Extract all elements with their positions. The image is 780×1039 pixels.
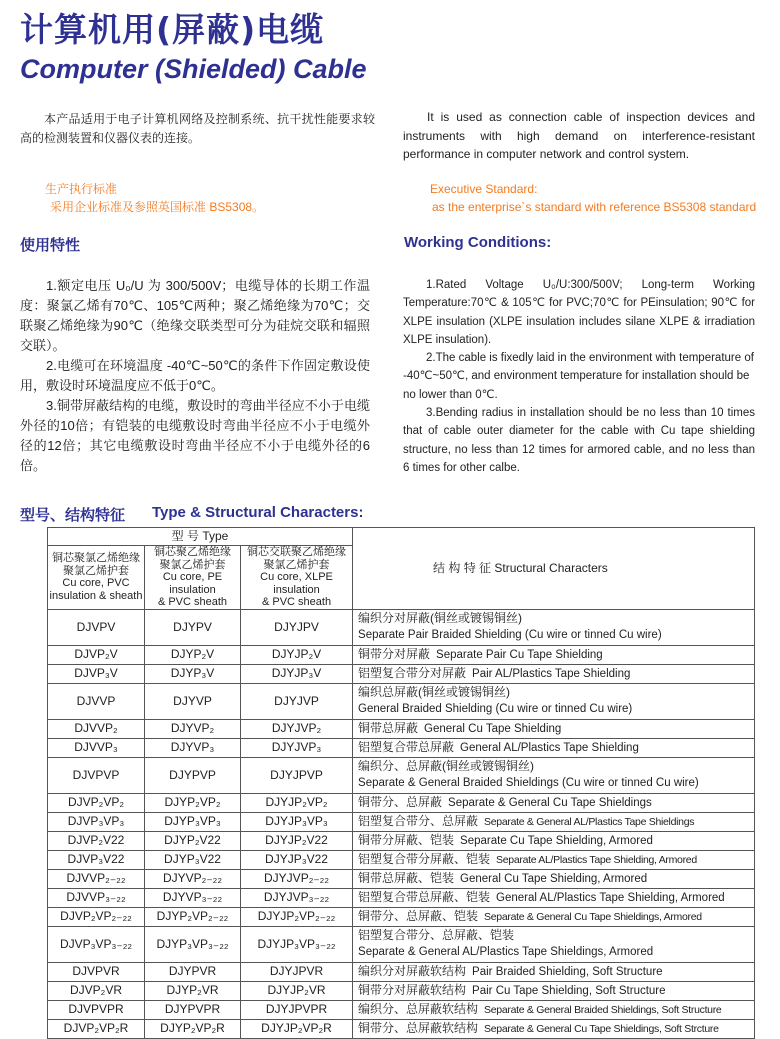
structure-cell [353,962,755,981]
model-cell: DJYVP₂ [145,719,241,738]
table-row [48,926,755,962]
model-cell: DJVVP₃ [48,738,145,757]
structure-en: Pair Cu Tape Shielding, Soft Structure [472,984,666,997]
col-header-line: 聚氯乙烯护套 [263,558,330,571]
structure-cn: 铜带分、总屏蔽 [358,794,443,809]
model-cell: DJYP₂VR [145,981,241,1000]
types-heading-en: Type & Structural Characters: [152,504,364,521]
model-cell: DJYPVP [145,757,241,793]
table-row [48,981,755,1000]
model-cell: DJYJP₃V22 [241,850,353,869]
standard-en-text: as the enterprise`s standard with reference BS5308 standard [432,200,757,214]
structure-cn: 铝塑复合带分屏蔽、铠装 [358,851,491,866]
structure-en: General Braided Shielding (Cu wire or tinned Cu wire) [358,703,633,715]
structure-cn: 编织分对屏蔽软结构 [358,963,467,978]
structure-cell [353,645,755,664]
structure-cell [353,907,755,926]
structure-cell [353,888,755,907]
model-cell: DJVVP₂ [48,719,145,738]
model-cell: DJYJPVPR [241,1000,353,1019]
model-cell: DJYP₃V [145,664,241,683]
model-cell: DJYJP₂V [241,645,353,664]
model-cell: DJYJP₃VP₃₋₂₂ [241,926,353,962]
structure-cn: 铜带总屏蔽 [358,720,419,735]
col-header-line: 铜芯聚乙烯绝缘 [154,546,231,558]
col-header-line: 铜芯聚氯乙烯绝缘 [52,552,140,565]
model-cell: DJVVP [48,683,145,719]
model-cell: DJYPVPR [145,1000,241,1019]
table-row [48,850,755,869]
table-row [48,793,755,812]
condition-en-2: 2.The cable is fixedly laid in the environment with temperature of -40℃~50℃, and environment temperature for installation should be no lower than 0℃. [403,352,754,401]
structure-cn: 铜带分屏蔽、铠装 [358,832,455,847]
model-cell: DJVP₂VP₂ [48,793,145,812]
col-header-line: 聚氯乙烯护套 [159,558,226,571]
col1-header [48,546,145,610]
structure-en: Separate Pair Cu Tape Shielding [436,648,603,661]
structure-cell [353,793,755,812]
model-cell: DJVPVPR [48,1000,145,1019]
model-cell: DJYP₂V22 [145,831,241,850]
structure-cell [353,812,755,831]
structure-cn: 铜带分对屏蔽 [358,646,431,661]
structure-en: Separate Cu Tape Shielding, Armored [460,834,653,847]
table-row [48,869,755,888]
model-cell: DJVP₃VP₃ [48,812,145,831]
model-cell: DJYJP₃V [241,664,353,683]
structure-cn: 铜带分、总屏蔽软结构 [358,1020,479,1035]
table-row [48,664,755,683]
structure-cell [353,1019,755,1038]
structure-cell [353,664,755,683]
structure-cn: 铜带总屏蔽、铠装 [358,870,455,885]
conditions-cn [20,276,370,476]
model-cell: DJYJPVR [241,962,353,981]
structure-en: Separate & General Cu Tape Shieldings [448,796,652,809]
structure-cell [353,757,755,793]
structure-cn: 编织分对屏蔽(铜丝或镀锡铜丝) [358,611,523,625]
structure-cell [353,850,755,869]
model-cell: DJVP₃V22 [48,850,145,869]
conditions-heading-en: Working Conditions: [404,234,552,251]
model-cell: DJYJPV [241,609,353,645]
table-row [48,1019,755,1038]
col-header-line: & PVC sheath [157,596,228,608]
model-cell: DJYP₃VP₃₋₂₂ [145,926,241,962]
page-title-cn: 计算机用(屏蔽)电缆 [20,10,325,49]
structure-en: Separate & General Braided Shieldings (Cu wire or tinned Cu wire) [358,777,699,789]
model-cell: DJYVP₃ [145,738,241,757]
model-cell: DJYVP₃₋₂₂ [145,888,241,907]
table-row [48,645,755,664]
model-cell: DJYJP₂VP₂R [241,1019,353,1038]
condition-cn-3: 3.铜带屏蔽结构的电缆，敷设时的弯曲半径应不小于电缆外径的10倍；有铠装的电缆敷设时弯曲半径应不小于电缆外径的12倍；其它电缆敷设时弯曲半径应不小于电缆外径的6倍。 [20,398,370,473]
structure-cn: 铝塑复合带分对屏蔽 [358,665,467,680]
structure-en: Pair AL/Plastics Tape Shielding [472,667,631,680]
model-cell: DJYJP₂VR [241,981,353,1000]
table-row [48,1000,755,1019]
model-cell: DJYP₂VP₂ [145,793,241,812]
condition-en-3: 3.Bending radius in installation should be no less than 10 times that of cable outer diameter for the cable with Cu tape shielding structure, no less than 12 times for armored cable, and no less than 6 times for other calbe. [403,407,755,474]
structure-cn: 编织总屏蔽(铜丝或镀锡铜丝) [358,685,511,699]
table-row [48,738,755,757]
structure-cn: 铝塑复合带总屏蔽 [358,739,455,754]
structure-en: Separate Pair Braided Shielding (Cu wire or tinned Cu wire) [358,629,662,641]
structure-cn: 铜带分、总屏蔽、铠装 [358,908,479,923]
standard-en-label: Executive Standard: [430,182,538,196]
structure-en: Separate & General Cu Tape Shieldings, Armored [484,910,702,923]
model-cell: DJYJP₂VP₂ [241,793,353,812]
model-cell: DJYJVP₃ [241,738,353,757]
structure-cell [353,831,755,850]
model-cell: DJVVP₃₋₂₂ [48,888,145,907]
structure-cell [353,719,755,738]
structure-cell [353,1000,755,1019]
structure-cn: 铝塑复合带总屏蔽、铠装 [358,889,491,904]
table-row [48,609,755,645]
condition-cn-2: 2.电缆可在环境温度 -40℃~50℃的条件下作固定敷设使用，敷设时环境温度应不低于0℃。 [20,358,370,393]
model-cell: DJYPVR [145,962,241,981]
model-cell: DJVP₃VP₃₋₂₂ [48,926,145,962]
structure-cn: 编织分、总屏蔽(铜丝或镀锡铜丝) [358,759,535,773]
structure-en: Separate & General Cu Tape Shieldings, Soft Strcture [484,1022,719,1035]
col-header-line: 铜芯交联聚乙烯绝缘 [247,546,347,558]
page-title-en: Computer (Shielded) Cable [20,54,367,84]
structure-cn: 铜带分对屏蔽软结构 [358,982,467,997]
table-row [48,962,755,981]
structure-cell [353,926,755,962]
table-row [48,888,755,907]
type-header: 型 号 Type [48,528,353,546]
structure-en: Separate & General Braided Shieldings, Soft Structure [484,1003,722,1016]
col-header-line: Cu core, PVC [62,577,130,590]
table-row [48,719,755,738]
structure-en: General Cu Tape Shielding, Armored [460,872,648,885]
model-cell: DJYJP₂V22 [241,831,353,850]
standard-cn-text: 采用企业标准及参照英国标准 BS5308。 [50,200,265,214]
model-cell: DJYP₂VP₂₋₂₂ [145,907,241,926]
model-cell: DJVP₂VP₂R [48,1019,145,1038]
model-cell: DJVP₂V22 [48,831,145,850]
structure-cn: 铝塑复合带分、总屏蔽、铠装 [358,928,515,942]
structure-cn: 编织分、总屏蔽软结构 [358,1001,479,1016]
model-cell: DJVP₂V [48,645,145,664]
condition-cn-1: 1.额定电压 U₀/U 为 300/500V；电缆导体的长期工作温度：聚氯乙烯有70℃、105℃两种；聚乙烯绝缘为70℃；交联聚乙烯绝缘为90℃（绝缘交联类型可分为硅烷交联和辐照交联）。 [20,278,370,353]
model-cell: DJYPV [145,609,241,645]
col-header-line: 聚氯乙烯护套 [63,564,129,577]
col3-header [241,546,353,610]
structure-cn: 铝塑复合带分、总屏蔽 [358,813,479,828]
model-cell: DJYJVP₂ [241,719,353,738]
types-heading-cn: 型号、结构特征 [20,507,126,524]
model-cell: DJVPV [48,609,145,645]
structure-en: Separate & General AL/Plastics Tape Shieldings [484,815,695,828]
type-table [47,527,755,1039]
model-cell: DJYJVP₂₋₂₂ [241,869,353,888]
structure-en: General AL/Plastics Tape Shielding, Armored [496,891,725,904]
table-row [48,831,755,850]
structure-en: Separate & General AL/Plastics Tape Shieldings, Armored [358,946,654,958]
structure-en: Pair Braided Shielding, Soft Structure [472,965,663,978]
structure-cell [353,609,755,645]
table-row [48,812,755,831]
model-cell: DJYJP₃VP₃ [241,812,353,831]
model-cell: DJYP₂VP₂R [145,1019,241,1038]
col-header-line: Cu core, XLPE insulation [260,571,333,596]
model-cell: DJVP₂VP₂₋₂₂ [48,907,145,926]
structure-cell [353,869,755,888]
model-cell: DJYVP [145,683,241,719]
intro-en: It is used as connection cable of inspection devices and instruments with high demand on interference-resistant performance in computer network and control system. [403,110,755,161]
model-cell: DJYJVP₃₋₂₂ [241,888,353,907]
structure-cell [353,738,755,757]
col2-header [145,546,241,610]
structure-cell [353,981,755,1000]
col-header-line: insulation & sheath [49,589,143,602]
conditions-heading-cn: 使用特性 [20,237,81,254]
structure-en: Separate AL/Plastics Tape Shielding, Armored [496,853,697,866]
model-cell: DJYP₂V [145,645,241,664]
structure-en: General Cu Tape Shielding [424,722,562,735]
model-cell: DJYVP₂₋₂₂ [145,869,241,888]
model-cell: DJVP₃V [48,664,145,683]
structure-cell [353,683,755,719]
model-cell: DJVVP₂₋₂₂ [48,869,145,888]
model-cell: DJYJVP [241,683,353,719]
intro-cn: 本产品适用于电子计算机网络及控制系统、抗干扰性能要求较高的检测装置和仪器仪表的连接。 [20,112,375,145]
table-row [48,907,755,926]
model-cell: DJYJP₂VP₂₋₂₂ [241,907,353,926]
conditions-en [403,276,755,477]
model-cell: DJYJPVP [241,757,353,793]
condition-en-1: 1.Rated Voltage U₀/U:300/500V; Long-term Working Temperature:70℃ & 105℃ for PVC;70℃ for PEinsulation; 90℃ for XLPE insulation (XLPE insulation includes silane XLPE & irradiation XLPE insulation). [403,279,755,346]
model-cell: DJYP₃V22 [145,850,241,869]
model-cell: DJVPVR [48,962,145,981]
model-cell: DJVPVP [48,757,145,793]
model-cell: DJVP₂VR [48,981,145,1000]
standard-cn-label: 生产执行标准 [45,182,118,196]
col-header-line: & PVC sheath [261,596,332,608]
model-cell: DJYP₃VP₃ [145,812,241,831]
structure-en: General AL/Plastics Tape Shielding [460,741,639,754]
struct-header: 结 构 特 征 Structural Characters [353,528,755,610]
table-row [48,683,755,719]
col-header-line: Cu core, PE insulation [162,571,223,596]
table-row [48,757,755,793]
